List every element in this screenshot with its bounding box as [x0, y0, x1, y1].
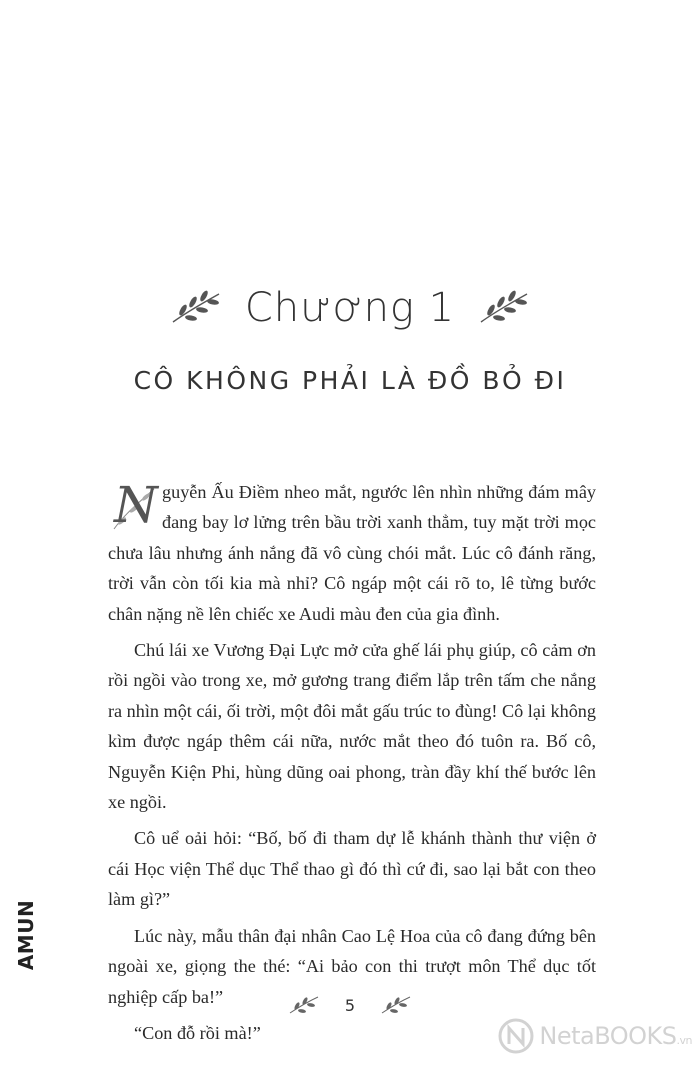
publisher-logo-text: AMUN — [14, 899, 39, 971]
watermark-suffix: .vn — [676, 1034, 692, 1047]
watermark-text — [539, 1022, 692, 1050]
watermark-name: NetaBOOKS — [539, 1022, 677, 1050]
dropcap — [108, 476, 158, 534]
paragraph: Lúc này, mẫu thân đại nhân Cao Lệ Hoa của cô đang đứng bên ngoài xe, giọng the thé: “Ai bảo con thi trượt môn Thể dục tốt nghiệp cấp ba!” — [108, 925, 596, 1007]
footer-right-sprig-icon — [379, 994, 413, 1016]
left-sprig-ornament-icon — [169, 290, 223, 326]
paragraph: “Con đỗ rồi mà!” — [134, 1022, 261, 1043]
paragraph-text: guyễn Ấu Điềm nheo mắt, ngước lên nhìn những đám mây đang bay lơ lửng trên bầu trời xanh thẳm, tuy mặt trời mọc chưa lâu nhưng ánh nắng đã vô cùng chói mắt. Lúc cô đánh răng, trời vẫn còn tối kia mà nhỉ? Cô ngáp một cái rõ to, lê từng bước chân nặng nề lên chiếc xe Audi màu đen của gia đình. — [108, 482, 596, 624]
right-sprig-ornament-icon — [477, 290, 531, 326]
dropcap-letter: N — [114, 476, 158, 534]
netabooks-logo-icon — [497, 1017, 535, 1055]
paragraph — [108, 477, 596, 629]
page-footer — [0, 994, 700, 1016]
paragraph: Cô uể oải hỏi: “Bố, bố đi tham dự lễ khánh thành thư viện ở cái Học viện Thể dục Thể thao gì đó thì cứ đi, sao lại bắt con theo làm gì?” — [108, 828, 596, 910]
footer-left-sprig-icon — [287, 994, 321, 1016]
watermark — [497, 1017, 692, 1055]
body-text — [108, 477, 596, 1054]
page-number: 5 — [344, 995, 356, 1015]
paragraph: Chú lái xe Vương Đại Lực mở cửa ghế lái phụ giúp, cô cảm ơn rồi ngồi vào trong xe, mở gương trang điểm lắp trên tấm che nắng ra nhìn một cái, ối trời, một đôi mắt gấu trúc to đùng! Cô lại không kìm được ngáp thêm cái nữa, nước mắt theo đó tuôn ra. Bố cô, Nguyễn Kiện Phi, hùng dũng oai phong, tràn đầy khí thế bước lên xe ngồi. — [108, 640, 596, 813]
chapter-subtitle: CÔ KHÔNG PHẢI LÀ ĐỒ BỎ ĐI — [133, 366, 567, 395]
publisher-logo — [13, 890, 39, 980]
chapter-header — [0, 278, 700, 338]
chapter-title: Chương 1 — [244, 285, 456, 331]
